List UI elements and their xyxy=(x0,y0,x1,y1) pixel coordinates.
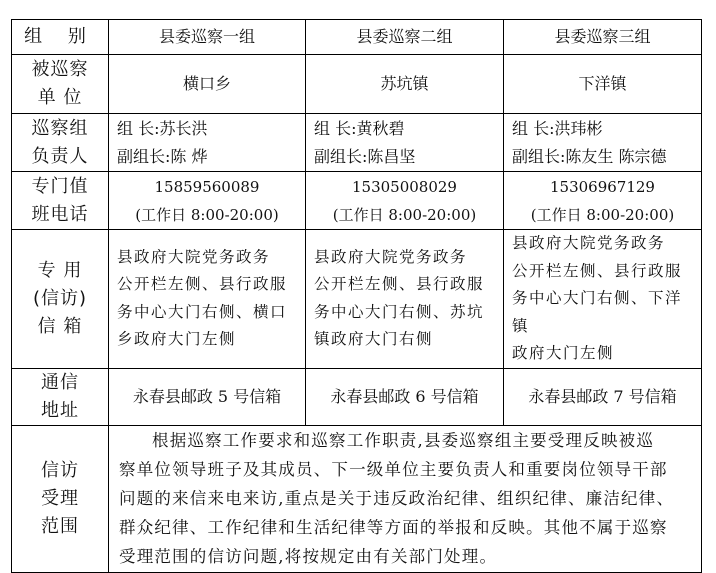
leader-2: 组 长:黄秋碧 xyxy=(314,118,405,138)
mailbox-2-line-4: 镇政府大门右侧 xyxy=(314,330,434,349)
phone-header-line-1: 专门值 xyxy=(31,175,89,197)
scope-line-1: 根据巡察工作要求和巡察工作职责,县委巡察组主要受理反映被巡 xyxy=(152,431,655,450)
group-header xyxy=(12,20,109,55)
mailbox-1-line-1: 县政府大院党务政务 xyxy=(117,247,271,266)
deputy-3: 副组长:陈友生 陈宗德 xyxy=(512,146,667,166)
hours-2: (工作日 8:00-20:00) xyxy=(332,205,477,224)
mailbox-header-line-2: (信访) xyxy=(32,287,88,309)
group-row xyxy=(12,20,702,55)
group-name-cell-1 xyxy=(109,20,306,55)
scope-row xyxy=(12,425,702,572)
mailbox-cell-3 xyxy=(504,230,702,369)
scope-header-line-1: 信访 xyxy=(41,459,79,481)
deputy-2: 副组长:陈昌坚 xyxy=(314,146,416,166)
phone-cell-3 xyxy=(504,172,702,230)
mailbox-1-line-2: 公开栏左侧、县行政服 xyxy=(117,275,288,294)
mailbox-header-line-3: 信 箱 xyxy=(37,315,83,337)
leaders-cell-1 xyxy=(109,114,306,172)
address-row xyxy=(12,368,702,425)
mailbox-3-line-1: 县政府大院党务政务 xyxy=(512,234,666,252)
hours-3: (工作日 8:00-20:00) xyxy=(530,205,675,224)
phone-cell-2 xyxy=(306,172,504,230)
scope-header-line-3: 范围 xyxy=(41,515,79,537)
phone-3: 15306967129 xyxy=(550,177,655,196)
mailbox-header xyxy=(12,230,109,369)
phone-2: 15305008029 xyxy=(352,177,457,196)
group-name-2: 县委巡察二组 xyxy=(356,27,453,46)
leaders-header-line-1: 巡察组 xyxy=(31,117,89,139)
leader-3: 组 长:洪玮彬 xyxy=(512,118,603,138)
address-header xyxy=(12,368,109,425)
address-cell-2 xyxy=(306,368,504,425)
unit-1: 横口乡 xyxy=(182,74,231,93)
inspection-info-table xyxy=(11,19,702,573)
inspected-unit-row xyxy=(12,55,702,114)
group-name-cell-2 xyxy=(306,20,504,55)
address-cell-3 xyxy=(504,368,702,425)
mailbox-3-line-2: 公开栏左侧、县行政服 xyxy=(512,261,683,280)
inspected-unit-header xyxy=(12,55,109,114)
group-header-text: 组 别 xyxy=(24,26,96,47)
mailbox-3-line-4: 政府大门左侧 xyxy=(512,344,615,362)
address-cell-1 xyxy=(109,368,306,425)
group-name-cell-3 xyxy=(504,20,702,55)
leaders-header-line-2: 负责人 xyxy=(31,145,89,167)
phone-1: 15859560089 xyxy=(154,177,260,196)
mailbox-1-line-3: 务中心大门右侧、横口 xyxy=(117,302,288,321)
unit-2: 苏坑镇 xyxy=(380,74,429,93)
address-3: 永春县邮政 7 号信箱 xyxy=(528,386,677,406)
mailbox-2-line-3: 务中心大门右侧、苏坑 xyxy=(314,302,485,321)
leader-1: 组 长:苏长洪 xyxy=(117,118,208,138)
phone-row xyxy=(12,172,702,230)
mailbox-2-line-2: 公开栏左侧、县行政服 xyxy=(314,275,485,294)
phone-header-line-2: 班电话 xyxy=(31,203,89,225)
scope-line-5: 受理范围的信访问题,将按规定由有关部门处理。 xyxy=(119,547,498,566)
mailbox-cell-2 xyxy=(306,230,504,369)
inspected-header-line-2: 单 位 xyxy=(37,87,83,108)
mailbox-cell-1 xyxy=(109,230,306,369)
unit-cell-2 xyxy=(306,55,504,114)
mailbox-2-line-1: 县政府大院党务政务 xyxy=(314,247,468,266)
unit-3: 下洋镇 xyxy=(578,74,627,93)
phone-header xyxy=(12,172,109,230)
scope-line-3: 问题的来信来电来访,重点是关于违反政治纪律、组织纪律、廉洁纪律、 xyxy=(119,489,675,508)
leaders-row xyxy=(12,114,702,172)
mailbox-header-line-1: 专 用 xyxy=(37,259,83,281)
leaders-header xyxy=(12,114,109,172)
address-2: 永春县邮政 6 号信箱 xyxy=(330,386,479,406)
address-header-line-2: 地址 xyxy=(41,399,79,421)
unit-cell-3 xyxy=(504,55,702,114)
address-header-line-1: 通信 xyxy=(41,371,79,393)
phone-cell-1 xyxy=(109,172,306,230)
leaders-cell-2 xyxy=(306,114,504,172)
unit-cell-1 xyxy=(109,55,306,114)
deputy-1: 副组长:陈 烨 xyxy=(117,146,208,166)
scope-line-4: 群众纪律、工作纪律和生活纪律等方面的举报和反映。其他不属于巡察 xyxy=(119,518,668,537)
mailbox-row xyxy=(12,230,702,369)
scope-header-line-2: 受理 xyxy=(41,487,79,509)
mailbox-1-line-4: 乡政府大门左侧 xyxy=(117,330,237,349)
address-1: 永春县邮政 5 号信箱 xyxy=(132,386,282,406)
leaders-cell-3 xyxy=(504,114,702,172)
group-name-1: 县委巡察一组 xyxy=(158,27,255,46)
scope-header xyxy=(12,425,109,572)
inspected-header-line-1: 被巡察 xyxy=(31,59,89,80)
group-name-3: 县委巡察三组 xyxy=(554,27,651,46)
scope-line-2: 察单位领导班子及其成员、下一级单位主要负责人和重要岗位领导干部 xyxy=(119,460,668,479)
scope-text xyxy=(109,425,702,572)
hours-1: (工作日 8:00-20:00) xyxy=(135,205,279,224)
mailbox-3-line-3: 务中心大门右侧、下洋镇 xyxy=(512,289,683,335)
